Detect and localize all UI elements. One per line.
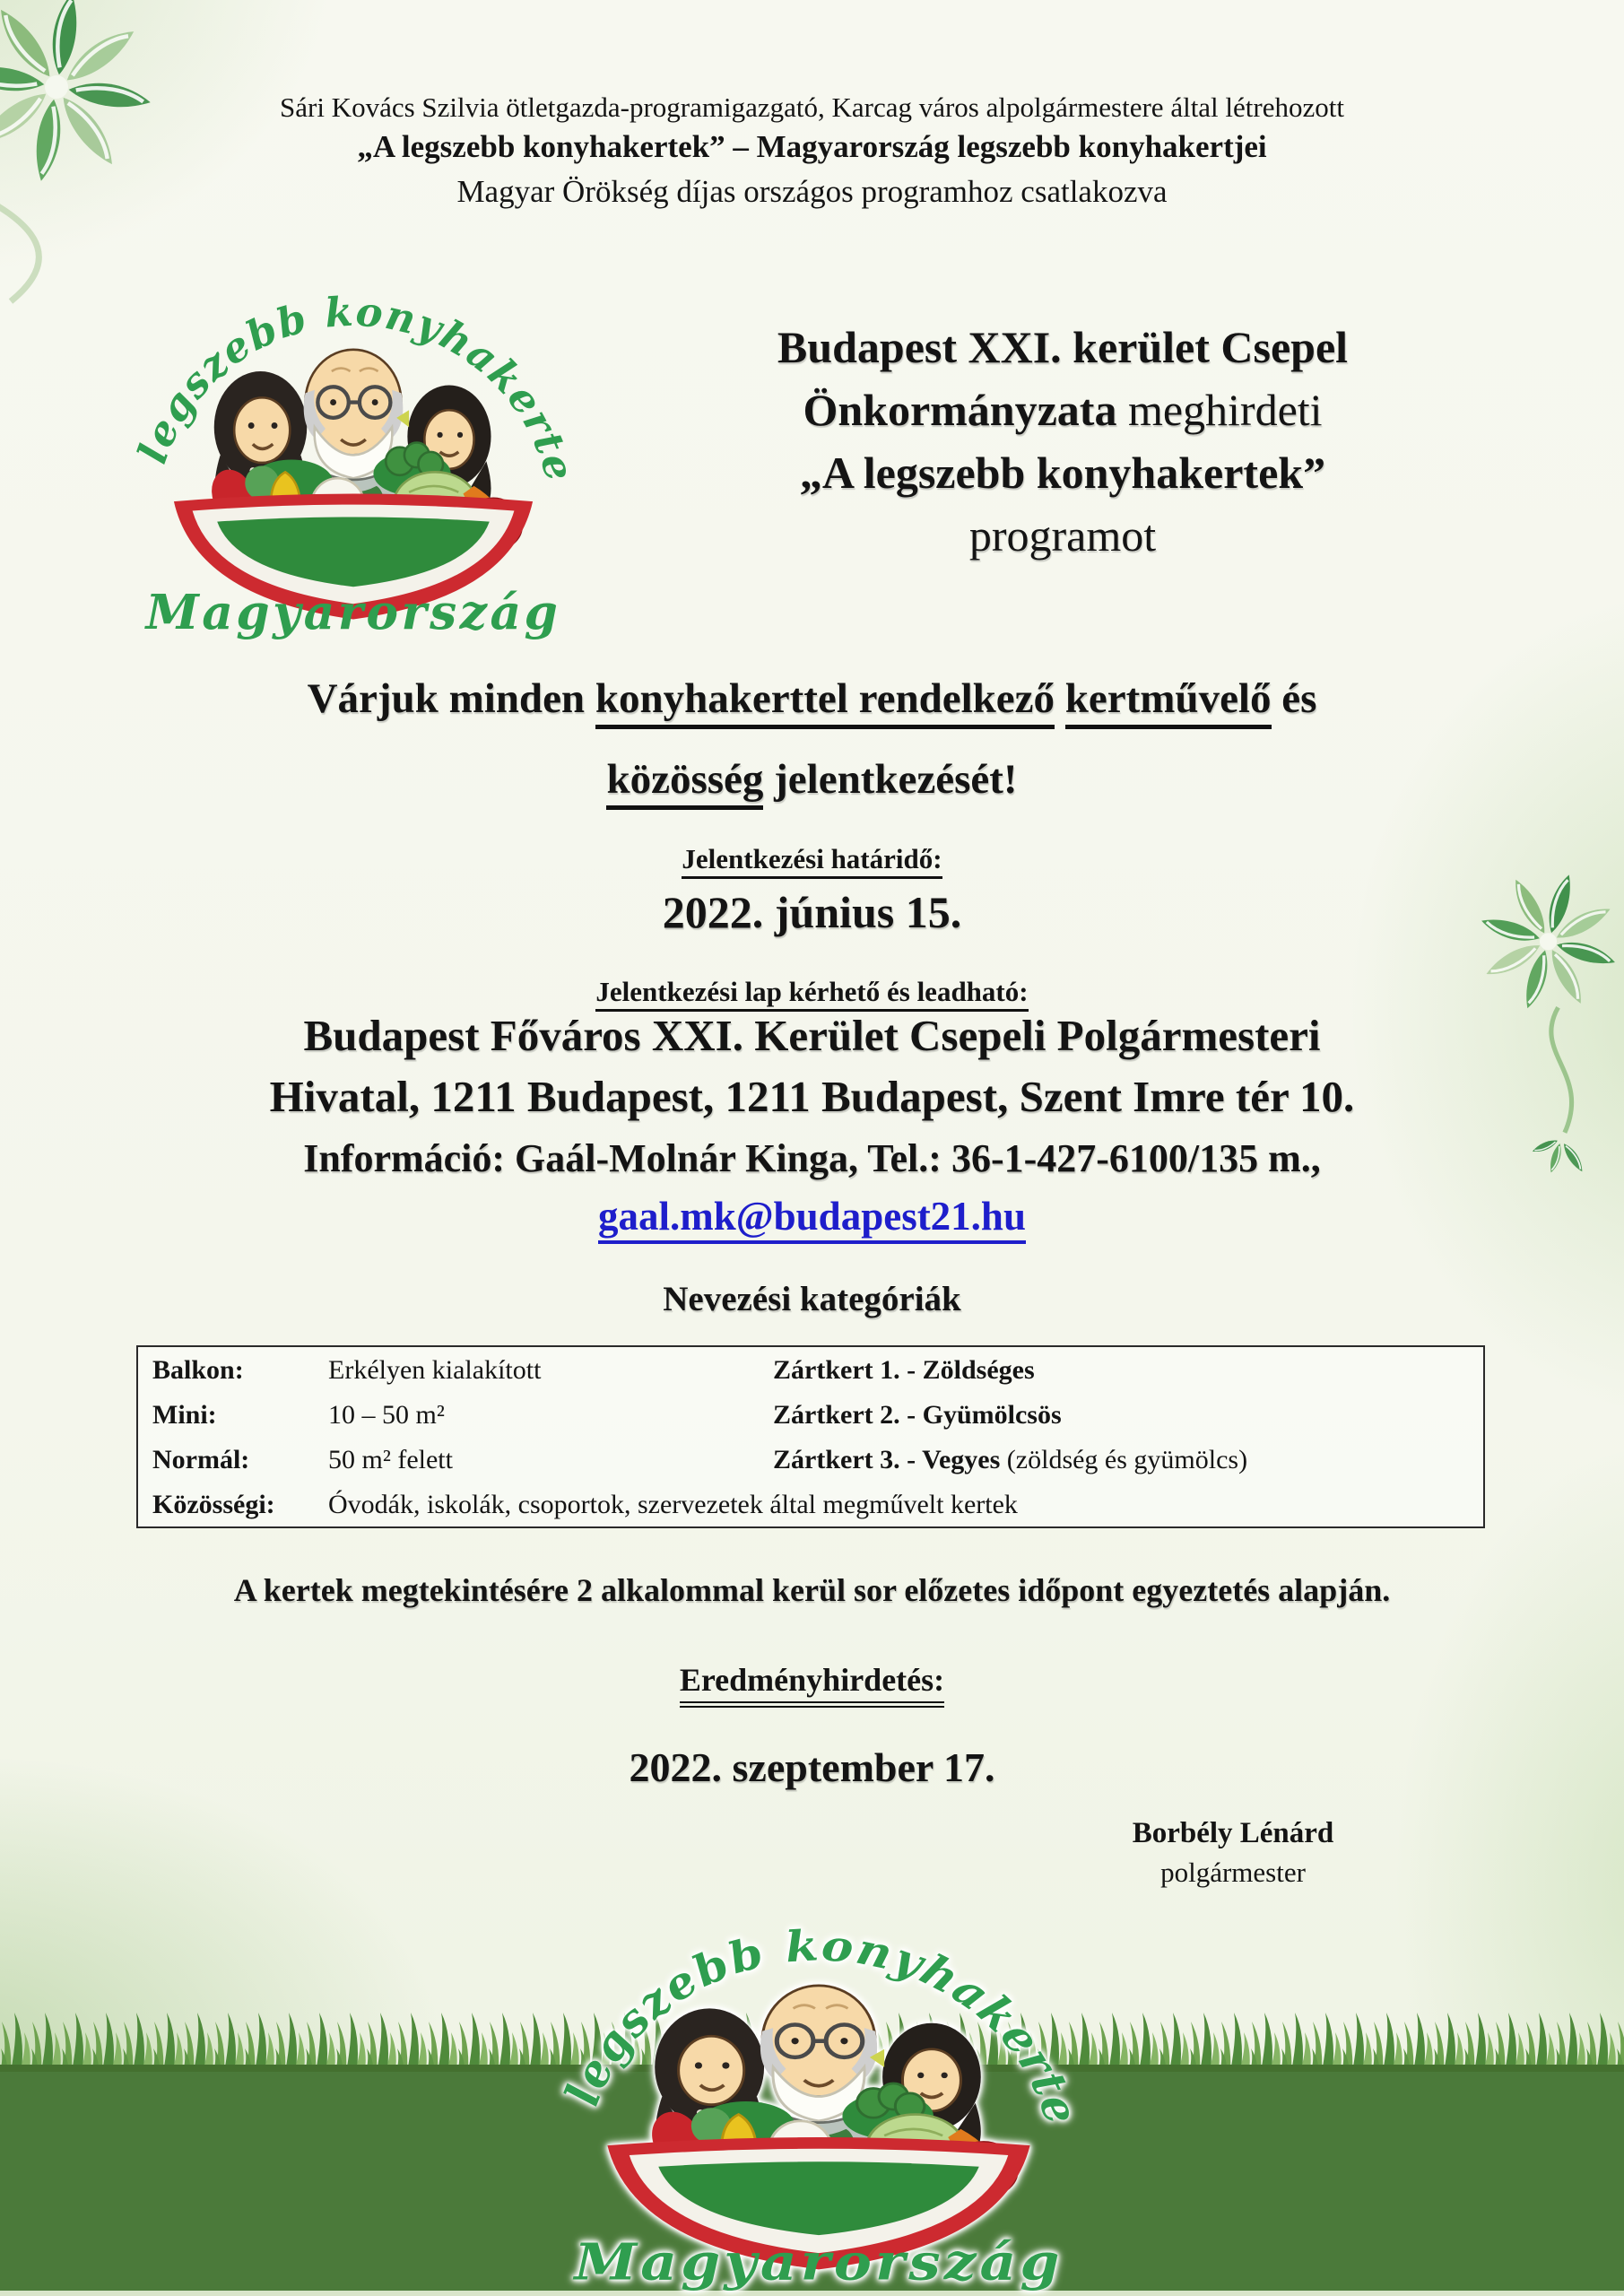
table-row bbox=[137, 1482, 1484, 1527]
invitation-line-1: Várjuk minden konyhakerttel rendelkező kertművelő és bbox=[0, 674, 1624, 723]
title-line-3: „A legszebb konyhakertek” bbox=[799, 448, 1326, 498]
results-label: Eredményhirdetés: bbox=[0, 1661, 1624, 1699]
email-row bbox=[0, 1193, 1624, 1239]
table-row bbox=[137, 1392, 1484, 1437]
category-right: Zártkert 2. - Gyümölcsös bbox=[773, 1400, 1062, 1430]
info-line: Információ: Gaál-Molnár Kinga, Tel.: 36-1-427-6100/135 m., bbox=[303, 1136, 1321, 1180]
signature-title: polgármester bbox=[1160, 1857, 1306, 1888]
header-line-1: Sári Kovács Szilvia ötletgazda-programigazgató, Karcag város alpolgármestere által létrehozott bbox=[280, 91, 1344, 123]
category-right: Zártkert 1. - Zöldséges bbox=[773, 1355, 1035, 1385]
table-row bbox=[137, 1346, 1484, 1392]
poster-title bbox=[574, 316, 1551, 567]
program-logo-top bbox=[106, 229, 601, 639]
categories-table bbox=[136, 1345, 1485, 1528]
deadline-date: 2022. június 15. bbox=[662, 887, 962, 937]
bottom-strip bbox=[0, 2291, 1624, 2296]
category-right: Zártkert 3. - Vegyes (zöldség és gyümölcs) bbox=[773, 1445, 1248, 1474]
category-desc: 10 – 50 m² bbox=[328, 1400, 445, 1430]
category-desc-wide: Óvodák, iskolák, csoportok, szervezetek által megművelt kertek bbox=[328, 1490, 1018, 1519]
category-label: Közösségi: bbox=[152, 1490, 275, 1519]
table-row bbox=[137, 1437, 1484, 1482]
title-line-1: Budapest XXI. kerület Csepel bbox=[777, 322, 1349, 372]
invitation-line-2: közösség jelentkezését! bbox=[0, 755, 1624, 804]
categories-heading: Nevezési kategóriák bbox=[663, 1280, 961, 1318]
category-desc: Erkélyen kialakított bbox=[328, 1355, 542, 1385]
application-label: Jelentkezési lap kérhető és leadható: bbox=[0, 976, 1624, 1008]
address-line-1: Budapest Főváros XXI. Kerület Csepeli Polgármesteri bbox=[303, 1011, 1321, 1060]
program-logo-bottom bbox=[527, 1858, 1110, 2291]
signature-name: Borbély Lénárd bbox=[1132, 1817, 1334, 1849]
header-line-3: Magyar Örökség díjas országos programhoz csatlakozva bbox=[456, 174, 1168, 209]
title-line-4: programot bbox=[968, 510, 1157, 561]
title-line-2: Önkormányzata meghirdeti bbox=[803, 385, 1323, 435]
header-line-2: „A legszebb konyhakertek” – Magyarország legszebb konyhakertjei bbox=[357, 129, 1267, 164]
viewing-note: A kertek megtekintésére 2 alkalommal kerül sor előzetes időpont egyeztetés alapján. bbox=[233, 1572, 1391, 1608]
address-line-2: Hivatal, 1211 Budapest, 1211 Budapest, Szent Imre tér 10. bbox=[269, 1072, 1355, 1121]
category-desc: 50 m² felett bbox=[328, 1445, 453, 1474]
email-link[interactable]: gaal.mk@budapest21.hu bbox=[598, 1194, 1026, 1244]
category-label: Balkon: bbox=[152, 1355, 244, 1385]
results-date: 2022. szeptember 17. bbox=[629, 1744, 995, 1790]
category-label: Mini: bbox=[152, 1400, 217, 1430]
category-label: Normál: bbox=[152, 1445, 250, 1474]
deadline-label: Jelentkezési határidő: bbox=[0, 843, 1624, 875]
